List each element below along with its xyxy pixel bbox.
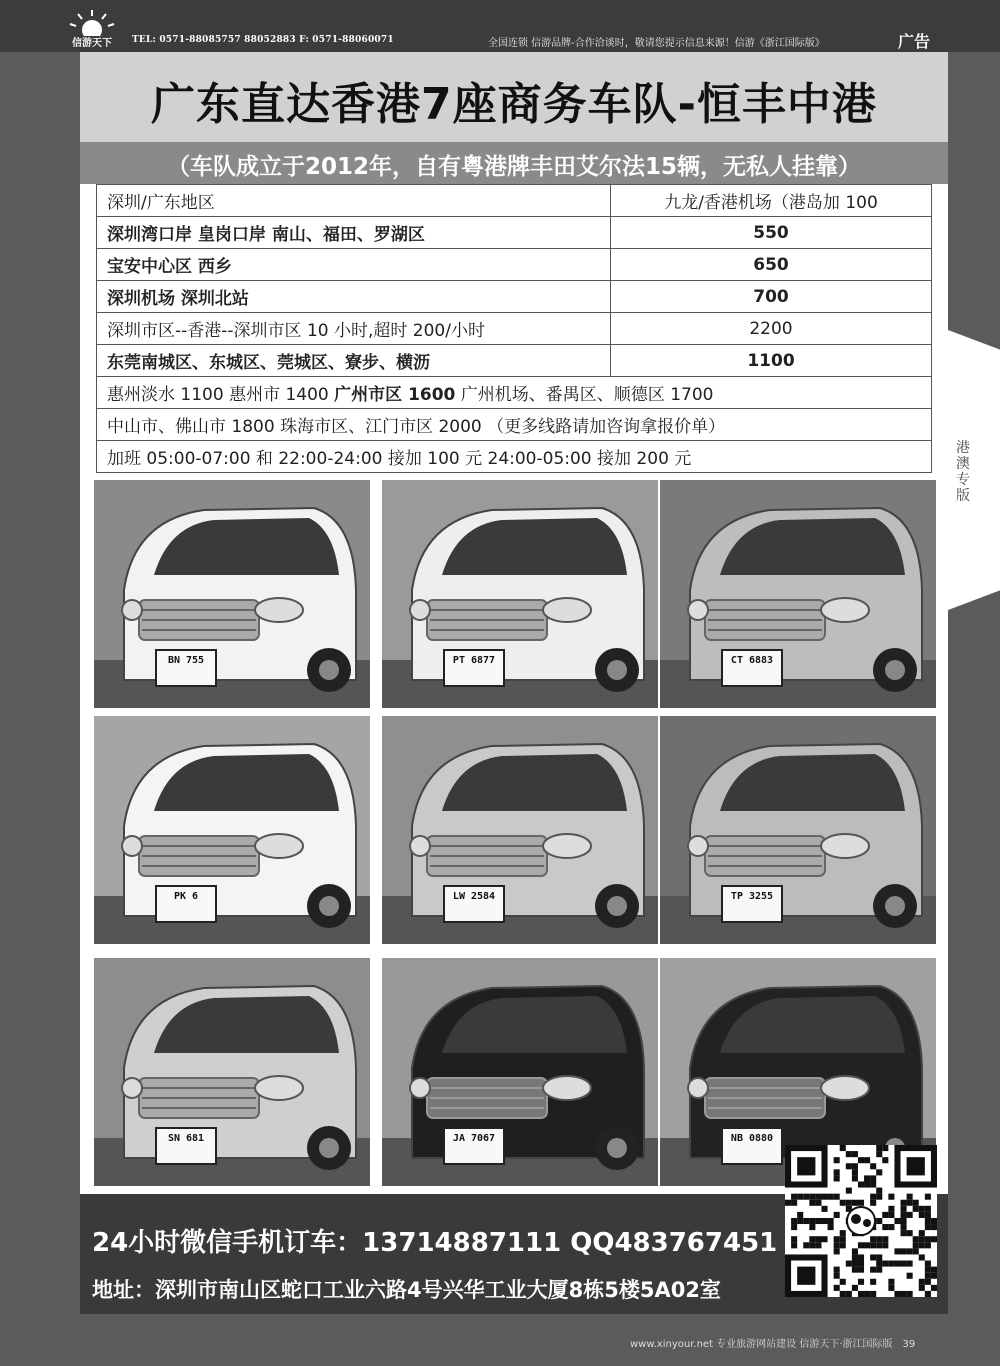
footer-text: www.xinyour.net 专业旅游网站建设 信游天下·浙江国际版 (630, 1339, 893, 1350)
route-price: 550 (611, 217, 932, 249)
license-plate: TP 3255 (730, 891, 774, 902)
route-area: 深圳湾口岸 皇岗口岸 南山、福田、罗湖区 (97, 217, 611, 249)
vehicle-photo (660, 480, 936, 708)
side-tab-label: 港澳专版 (956, 440, 970, 504)
wide-route-cell (97, 377, 932, 409)
logo-text: 信游天下 (72, 38, 112, 49)
contact-address: 地址：深圳市南山区蛇口工业六路4号兴华工业大厦8栋5楼5A02室 (92, 1278, 721, 1302)
vehicle-photo (382, 958, 658, 1186)
wide-route-highlight: 广州市区 1600 (334, 385, 456, 405)
table-row-wide (97, 441, 932, 473)
title-banner (80, 52, 948, 144)
table-row (97, 345, 932, 377)
subtitle-banner (80, 144, 948, 184)
page-footer (630, 1335, 915, 1350)
route-area: 深圳市区--香港--深圳市区 10 小时,超时 200/小时 (97, 313, 611, 345)
table-row (97, 249, 932, 281)
van-icon (94, 480, 370, 708)
vehicle-photo (94, 958, 370, 1186)
van-icon (660, 480, 936, 708)
vehicle-photo (94, 716, 370, 944)
table-header-price: 九龙/香港机场（港岛加 100 (611, 185, 932, 217)
table-row (97, 313, 932, 345)
license-plate: NB 0880 (730, 1133, 774, 1144)
route-price: 700 (611, 281, 932, 313)
van-icon (382, 480, 658, 708)
table-header-area: 深圳/广东地区 (97, 185, 611, 217)
wechat-qr-code (785, 1145, 937, 1297)
wide-route-text: 广州机场、番禺区、顺德区 1700 (455, 385, 714, 405)
wide-route-cell: 加班 05:00-07:00 和 22:00-24:00 接加 100 元 24:00-05:00 接加 200 元 (97, 441, 932, 473)
table-row-wide (97, 377, 932, 409)
license-plate: LW 2584 (452, 891, 496, 902)
sun-logo-icon (64, 8, 120, 36)
header-slogan: 全国连锁 信游品牌-合作洽谈时，敬请您提示信息来源！信游《浙江国际版》 (488, 38, 825, 49)
route-price: 1100 (611, 345, 932, 377)
route-area: 宝安中心区 西乡 (97, 249, 611, 281)
license-plate: PK 6 (173, 891, 199, 902)
van-icon (660, 716, 936, 944)
license-plate: CT 6883 (730, 655, 774, 666)
brand-logo (64, 8, 120, 48)
contact-phone: 24小时微信手机订车：13714887111 QQ483767451 (92, 1228, 778, 1258)
qr-code-icon (785, 1145, 937, 1297)
vehicle-photo (94, 480, 370, 708)
wide-route-cell: 中山市、佛山市 1800 珠海市区、江门市区 2000 （更多线路请加咨询拿报价单） (97, 409, 932, 441)
table-header-row (97, 185, 932, 217)
ad-title: 广东直达香港7座商务车队-恒丰中港 (151, 79, 877, 130)
van-icon (382, 958, 658, 1186)
page-header (0, 0, 1000, 52)
license-plate: BN 755 (167, 655, 205, 666)
license-plate: JA 7067 (452, 1133, 496, 1144)
license-plate: PT 6877 (452, 655, 496, 666)
price-table (96, 184, 932, 473)
table-row (97, 281, 932, 313)
vehicle-photo (382, 716, 658, 944)
wide-route-text: 惠州淡水 1100 惠州市 1400 (107, 385, 335, 405)
vehicle-photo (382, 480, 658, 708)
van-icon (94, 958, 370, 1186)
header-phone: TEL: 0571-88085757 88052883 F: 0571-88060071 (132, 35, 394, 45)
license-plate: SN 681 (167, 1133, 205, 1144)
table-row-wide (97, 409, 932, 441)
ad-subtitle: （车队成立于2012年，自有粤港牌丰田艾尔法15辆，无私人挂靠） (166, 154, 862, 180)
ad-tag: 广告 (898, 32, 931, 51)
van-icon (382, 716, 658, 944)
ad-panel (80, 52, 948, 1314)
van-icon (94, 716, 370, 944)
route-price: 650 (611, 249, 932, 281)
page-number: 39 (902, 1339, 916, 1350)
route-area: 深圳机场 深圳北站 (97, 281, 611, 313)
vehicle-photo (660, 716, 936, 944)
route-price: 2200 (611, 313, 932, 345)
route-area: 东莞南城区、东城区、莞城区、寮步、横沥 (97, 345, 611, 377)
table-row (97, 217, 932, 249)
